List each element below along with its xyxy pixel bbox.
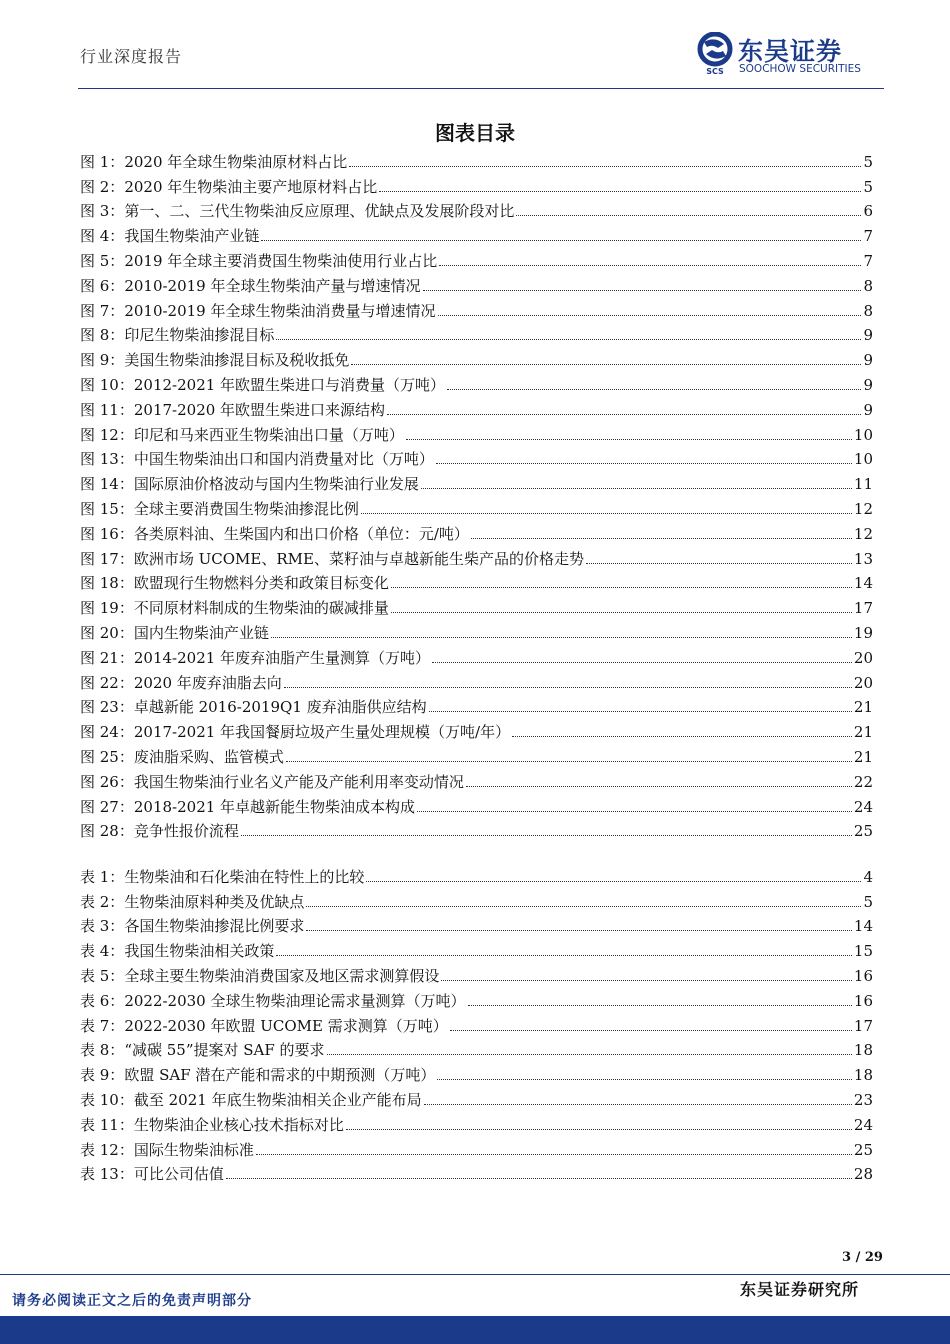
entry-page: 23 [853, 1090, 873, 1109]
entry-label: 图 7： [80, 301, 125, 320]
entry-label: 图 25： [80, 747, 134, 766]
toc-figure-entry[interactable] [80, 270, 873, 295]
entry-title: 2020 年全球生物柴油原材料占比 [124, 152, 348, 171]
dot-leader [423, 290, 862, 291]
entry-label: 图 15： [80, 499, 134, 518]
entry-page: 17 [853, 1016, 873, 1035]
entry-label: 图 4： [80, 227, 125, 246]
entry-page: 18 [853, 1066, 873, 1085]
entry-page: 25 [853, 822, 873, 841]
entry-title: 各国生物柴油掺混比例要求 [124, 917, 305, 936]
entry-page: 22 [853, 772, 873, 791]
entry-title: 截至 2021 年底生物柴油相关企业产能布局 [133, 1090, 422, 1109]
dot-leader [271, 637, 852, 638]
dot-leader [424, 1104, 852, 1105]
dot-leader [306, 930, 852, 931]
entry-page: 10 [853, 425, 873, 444]
entry-title: 我国生物柴油相关政策 [124, 942, 275, 961]
entry-label: 图 20： [80, 623, 134, 642]
entry-page: 20 [853, 673, 873, 692]
toc-figure-entry[interactable] [80, 766, 873, 791]
entry-title: 全球主要消费国生物柴油掺混比例 [133, 499, 359, 518]
dot-leader [346, 1129, 852, 1130]
dot-leader [276, 955, 852, 956]
dot-leader [361, 513, 852, 514]
entry-title: 2017-2020 年欧盟生柴进口来源结构 [133, 400, 386, 419]
entry-page: 8 [863, 276, 873, 295]
entry-label: 表 6： [80, 991, 125, 1010]
company-logo [694, 32, 884, 78]
toc-figure-entry[interactable] [80, 419, 873, 444]
entry-title: 我国生物柴油行业名义产能及产能利用率变动情况 [133, 772, 464, 791]
entry-title: 生物柴油和石化柴油在特性上的比较 [124, 867, 365, 886]
toc-figure-entry[interactable] [80, 642, 873, 667]
footer-divider [0, 1274, 950, 1275]
entry-page: 6 [863, 202, 873, 221]
toc-table-entry[interactable] [80, 935, 873, 960]
dot-leader [256, 1154, 852, 1155]
entry-label: 图 5： [80, 251, 125, 270]
entry-label: 表 1： [80, 867, 125, 886]
dot-leader [421, 488, 852, 489]
entry-label: 图 23： [80, 698, 134, 717]
toc-figure-entry[interactable] [80, 444, 873, 469]
toc-figure-entry[interactable] [80, 568, 873, 593]
toc-table-entry[interactable] [80, 960, 873, 985]
dot-leader [441, 980, 852, 981]
entry-page: 21 [853, 747, 873, 766]
dot-leader [447, 389, 861, 390]
dot-leader [468, 1005, 852, 1006]
toc-figure-entry[interactable] [80, 245, 873, 270]
entry-title: 2012-2021 年欧盟生柴进口与消费量（万吨） [133, 375, 446, 394]
entry-title: 我国生物柴油产业链 [124, 227, 260, 246]
entry-title: 2019 年全球主要消费国生物柴油使用行业占比 [124, 251, 438, 270]
dot-leader [226, 1178, 852, 1179]
toc-figure-entry[interactable] [80, 146, 873, 171]
entry-page: 16 [853, 966, 873, 985]
entry-title: 卓越新能 2016-2019Q1 废弃油脂供应结构 [133, 698, 427, 717]
toc-figure-entry[interactable] [80, 295, 873, 320]
entry-label: 表 2： [80, 892, 125, 911]
dot-leader [586, 563, 852, 564]
entry-title: 2020 年生物柴油主要产地原材料占比 [124, 177, 378, 196]
entry-page: 4 [863, 867, 873, 886]
toc-figure-entry[interactable] [80, 816, 873, 841]
toc-title: 图表目录 [435, 121, 515, 145]
entry-title: 可比公司估值 [133, 1165, 224, 1184]
entry-page: 12 [853, 499, 873, 518]
toc-figure-entry[interactable] [80, 716, 873, 741]
footer-bar [0, 1316, 950, 1344]
dot-leader [417, 811, 852, 812]
toc-table-entry[interactable] [80, 1159, 873, 1184]
entry-page: 14 [853, 574, 873, 593]
entry-label: 表 9： [80, 1066, 125, 1085]
toc-table-entry[interactable] [80, 1084, 873, 1109]
disclaimer-note: 请务必阅读正文之后的免责声明部分 [12, 1293, 252, 1309]
toc-figure-entry[interactable] [80, 791, 873, 816]
entry-label: 表 5： [80, 966, 125, 985]
entry-label: 图 10： [80, 375, 134, 394]
entry-page: 10 [853, 450, 873, 469]
soochow-logo-icon [694, 32, 736, 76]
dot-leader [429, 711, 852, 712]
dot-leader [351, 364, 861, 365]
dot-leader [286, 761, 852, 762]
toc-figure-entry[interactable] [80, 493, 873, 518]
toc-figure-entry[interactable] [80, 171, 873, 196]
entry-label: 图 6： [80, 276, 125, 295]
entry-page: 17 [853, 599, 873, 618]
entry-label: 图 24： [80, 723, 134, 742]
toc-figure-entry[interactable] [80, 741, 873, 766]
toc-figure-entry[interactable] [80, 518, 873, 543]
entry-page: 14 [853, 917, 873, 936]
dot-leader [379, 191, 861, 192]
toc-figure-entry[interactable] [80, 617, 873, 642]
entry-page: 9 [863, 400, 873, 419]
entry-label: 图 18： [80, 574, 134, 593]
entry-title: 印尼生物柴油掺混目标 [124, 326, 275, 345]
entry-title: 国际生物柴油标准 [133, 1140, 254, 1159]
entry-title: 2022-2030 年欧盟 UCOME 需求测算（万吨） [124, 1016, 448, 1035]
entry-title: 国内生物柴油产业链 [133, 623, 269, 642]
entry-page: 21 [853, 698, 873, 717]
logo-english-name: SOOCHOW SECURITIES [739, 63, 861, 75]
toc-table-entry[interactable] [80, 861, 873, 886]
entry-page: 21 [853, 723, 873, 742]
dot-leader [466, 786, 852, 787]
dot-leader [387, 414, 861, 415]
entry-page: 9 [863, 326, 873, 345]
toc-figure-entry[interactable] [80, 369, 873, 394]
toc-figure-entry[interactable] [80, 394, 873, 419]
entry-title: 2010-2019 年全球生物柴油产量与增速情况 [124, 276, 421, 295]
entry-label: 图 21： [80, 648, 134, 667]
entry-label: 表 7： [80, 1016, 125, 1035]
entry-title: 美国生物柴油掺混目标及税收抵免 [124, 351, 350, 370]
entry-label: 图 13： [80, 450, 134, 469]
toc-figure-entry[interactable] [80, 543, 873, 568]
entry-title: 生物柴油原料种类及优缺点 [124, 892, 305, 911]
toc-table-entry[interactable] [80, 1109, 873, 1134]
dot-leader [276, 339, 861, 340]
dot-leader [306, 906, 861, 907]
entry-page: 16 [853, 991, 873, 1010]
header-divider [78, 88, 884, 89]
entry-label: 表 12： [80, 1140, 134, 1159]
entry-title: “减碳 55”提案对 SAF 的要求 [124, 1041, 325, 1060]
entry-title: 第一、二、三代生物柴油反应原理、优缺点及发展阶段对比 [124, 202, 515, 221]
dot-leader [436, 463, 852, 464]
dot-leader [349, 166, 861, 167]
toc-figure-entry[interactable] [80, 220, 873, 245]
toc-figure-entry[interactable] [80, 592, 873, 617]
entry-page: 12 [853, 524, 873, 543]
entry-label: 表 8： [80, 1041, 125, 1060]
dot-leader [327, 1054, 852, 1055]
dot-leader [406, 439, 852, 440]
entry-title: 2010-2019 年全球生物柴油消费量与增速情况 [124, 301, 436, 320]
entry-label: 图 3： [80, 202, 125, 221]
dot-leader [241, 835, 852, 836]
entry-title: 欧盟 SAF 潜在产能和需求的中期预测（万吨） [124, 1066, 436, 1085]
entry-title: 不同原材料制成的生物柴油的碳减排量 [133, 599, 389, 618]
entry-label: 图 27： [80, 797, 134, 816]
dot-leader [391, 587, 852, 588]
entry-title: 2020 年废弃油脂去向 [133, 673, 282, 692]
institute-name: 东吴证券研究所 [740, 1280, 860, 1299]
entry-label: 图 14： [80, 475, 134, 494]
entry-label: 图 16： [80, 524, 134, 543]
figure-list [80, 146, 873, 840]
entry-title: 生物柴油企业核心技术指标对比 [133, 1115, 344, 1134]
entry-page: 18 [853, 1041, 873, 1060]
entry-page: 9 [863, 351, 873, 370]
dot-leader [438, 315, 862, 316]
entry-title: 2017-2021 年我国餐厨垃圾产生量处理规模（万吨/年） [133, 723, 511, 742]
entry-label: 图 1： [80, 152, 125, 171]
dot-leader [284, 687, 852, 688]
table-list [80, 861, 873, 1183]
entry-label: 表 13： [80, 1165, 134, 1184]
entry-label: 表 4： [80, 942, 125, 961]
toc-figure-entry[interactable] [80, 344, 873, 369]
toc-table-entry[interactable] [80, 911, 873, 936]
entry-page: 8 [863, 301, 873, 320]
entry-title: 欧洲市场 UCOME、RME、菜籽油与卓越新能生柴产品的价格走势 [133, 549, 584, 568]
entry-title: 竞争性报价流程 [133, 822, 239, 841]
toc-table-entry[interactable] [80, 1059, 873, 1084]
toc-table-entry[interactable] [80, 1134, 873, 1159]
entry-label: 图 17： [80, 549, 134, 568]
entry-title: 2018-2021 年卓越新能生物柴油成本构成 [133, 797, 416, 816]
entry-label: 表 3： [80, 917, 125, 936]
entry-label: 表 10： [80, 1090, 134, 1109]
entry-page: 11 [853, 475, 873, 494]
entry-title: 国际原油价格波动与国内生物柴油行业发展 [133, 475, 419, 494]
dot-leader [391, 612, 852, 613]
dot-leader [512, 736, 852, 737]
entry-page: 5 [863, 152, 873, 171]
entry-label: 图 26： [80, 772, 134, 791]
toc-table-entry[interactable] [80, 1010, 873, 1035]
entry-page: 19 [853, 623, 873, 642]
toc-figure-entry[interactable] [80, 468, 873, 493]
entry-page: 15 [853, 942, 873, 961]
entry-page: 7 [863, 251, 873, 270]
toc-table-entry[interactable] [80, 985, 873, 1010]
toc-figure-entry[interactable] [80, 692, 873, 717]
entry-label: 图 11： [80, 400, 134, 419]
entry-label: 图 19： [80, 599, 134, 618]
dot-leader [450, 1030, 852, 1031]
toc-table-entry[interactable] [80, 886, 873, 911]
entry-title: 废油脂采购、监管模式 [133, 747, 284, 766]
page-number: 3 / 29 [842, 1250, 883, 1265]
entry-page: 24 [853, 1115, 873, 1134]
dot-leader [437, 1079, 852, 1080]
report-category: 行业深度报告 [80, 47, 183, 66]
toc-figure-entry[interactable] [80, 667, 873, 692]
dot-leader [261, 240, 861, 241]
toc-figure-entry[interactable] [80, 320, 873, 345]
entry-label: 图 28： [80, 822, 134, 841]
entry-page: 25 [853, 1140, 873, 1159]
dot-leader [439, 265, 861, 266]
entry-page: 5 [863, 892, 873, 911]
dot-leader [432, 662, 852, 663]
toc-table-entry[interactable] [80, 1035, 873, 1060]
entry-title: 各类原料油、生柴国内和出口价格（单位：元/吨） [133, 524, 469, 543]
entry-page: 20 [853, 648, 873, 667]
toc-figure-entry[interactable] [80, 196, 873, 221]
entry-title: 欧盟现行生物燃料分类和政策目标变化 [133, 574, 389, 593]
entry-page: 9 [863, 375, 873, 394]
entry-page: 28 [853, 1165, 873, 1184]
entry-label: 图 12： [80, 425, 134, 444]
entry-label: 图 2： [80, 177, 125, 196]
dot-leader [516, 215, 861, 216]
dot-leader [366, 881, 861, 882]
entry-page: 5 [863, 177, 873, 196]
entry-title: 印尼和马来西亚生物柴油出口量（万吨） [133, 425, 404, 444]
entry-title: 全球主要生物柴油消费国家及地区需求测算假设 [124, 966, 440, 985]
entry-page: 7 [863, 227, 873, 246]
entry-title: 2022-2030 全球生物柴油理论需求量测算（万吨） [124, 991, 466, 1010]
dot-leader [471, 538, 852, 539]
logo-chinese-name: 东吴证券 [738, 37, 843, 66]
entry-label: 图 8： [80, 326, 125, 345]
logo-mark-text: SCS [706, 67, 724, 76]
entry-label: 图 22： [80, 673, 134, 692]
entry-title: 中国生物柴油出口和国内消费量对比（万吨） [133, 450, 434, 469]
entry-page: 24 [853, 797, 873, 816]
entry-page: 13 [853, 549, 873, 568]
entry-label: 图 9： [80, 351, 125, 370]
entry-label: 表 11： [80, 1115, 134, 1134]
entry-title: 2014-2021 年废弃油脂产生量测算（万吨） [133, 648, 431, 667]
